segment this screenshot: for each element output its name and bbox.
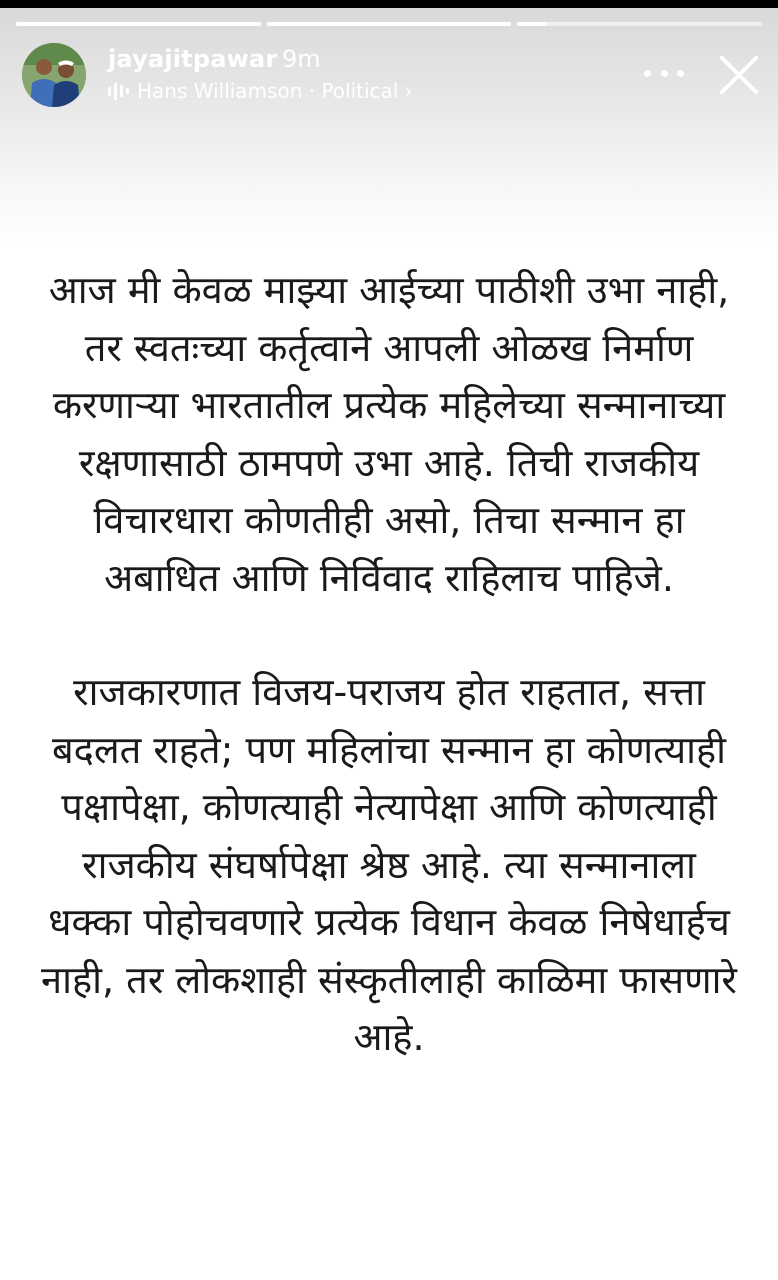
post-time: 9m (282, 45, 321, 73)
progress-segment-2 (267, 22, 512, 26)
chevron-right-icon: › (404, 79, 413, 103)
username[interactable]: jayajitpawar (108, 45, 278, 73)
progress-segment-1 (16, 22, 261, 26)
paragraph-1: आज मी केवळ माझ्या आईच्या पाठीशी उभा नाही, तर स्वतःच्या कर्तृत्वाने आपली ओळख निर्माण करणाऱ्या भारतातील प्रत्येक महिलेच्या सन्मानाच्या रक्षणासाठी ठामपणे उभा आहे. तिची राजकीय विचारधारा कोणतीही असो, तिचा सन्मान हा अबाधित आणि निर्विवाद राहिलाच पाहिजे. (48, 268, 730, 600)
story-text (40, 262, 738, 1067)
progress-segment-3 (517, 22, 762, 26)
music-label: Hans Williamson · Political (137, 79, 399, 103)
close-icon[interactable] (718, 54, 760, 96)
progress-fill-1 (16, 22, 261, 26)
story-progress-bar (16, 22, 762, 26)
header-gradient (0, 8, 778, 248)
more-dots-icon[interactable] (644, 58, 684, 88)
avatar-photo (22, 43, 86, 107)
audio-wave-icon (108, 81, 129, 101)
avatar[interactable] (22, 43, 86, 107)
progress-fill-2 (267, 22, 512, 26)
paragraph-2: राजकारणात विजय-पराजय होत राहतात, सत्ता बदलत राहते; पण महिलांचा सन्मान हा कोणत्याही पक्षापेक्षा, कोणत्याही नेत्यापेक्षा आणि कोणत्याही राजकीय संघर्षापेक्षा श्रेष्ठ आहे. त्या सन्मानाला धक्का पोहोचवणारे प्रत्येक विधान केवळ निषेधार्हच नाही, तर लोकशाही संस्कृतीलाही काळिमा फासणारे आहे. (41, 670, 737, 1059)
status-bar (0, 0, 778, 8)
progress-fill-3 (517, 22, 546, 26)
music-attribution[interactable] (108, 77, 412, 105)
